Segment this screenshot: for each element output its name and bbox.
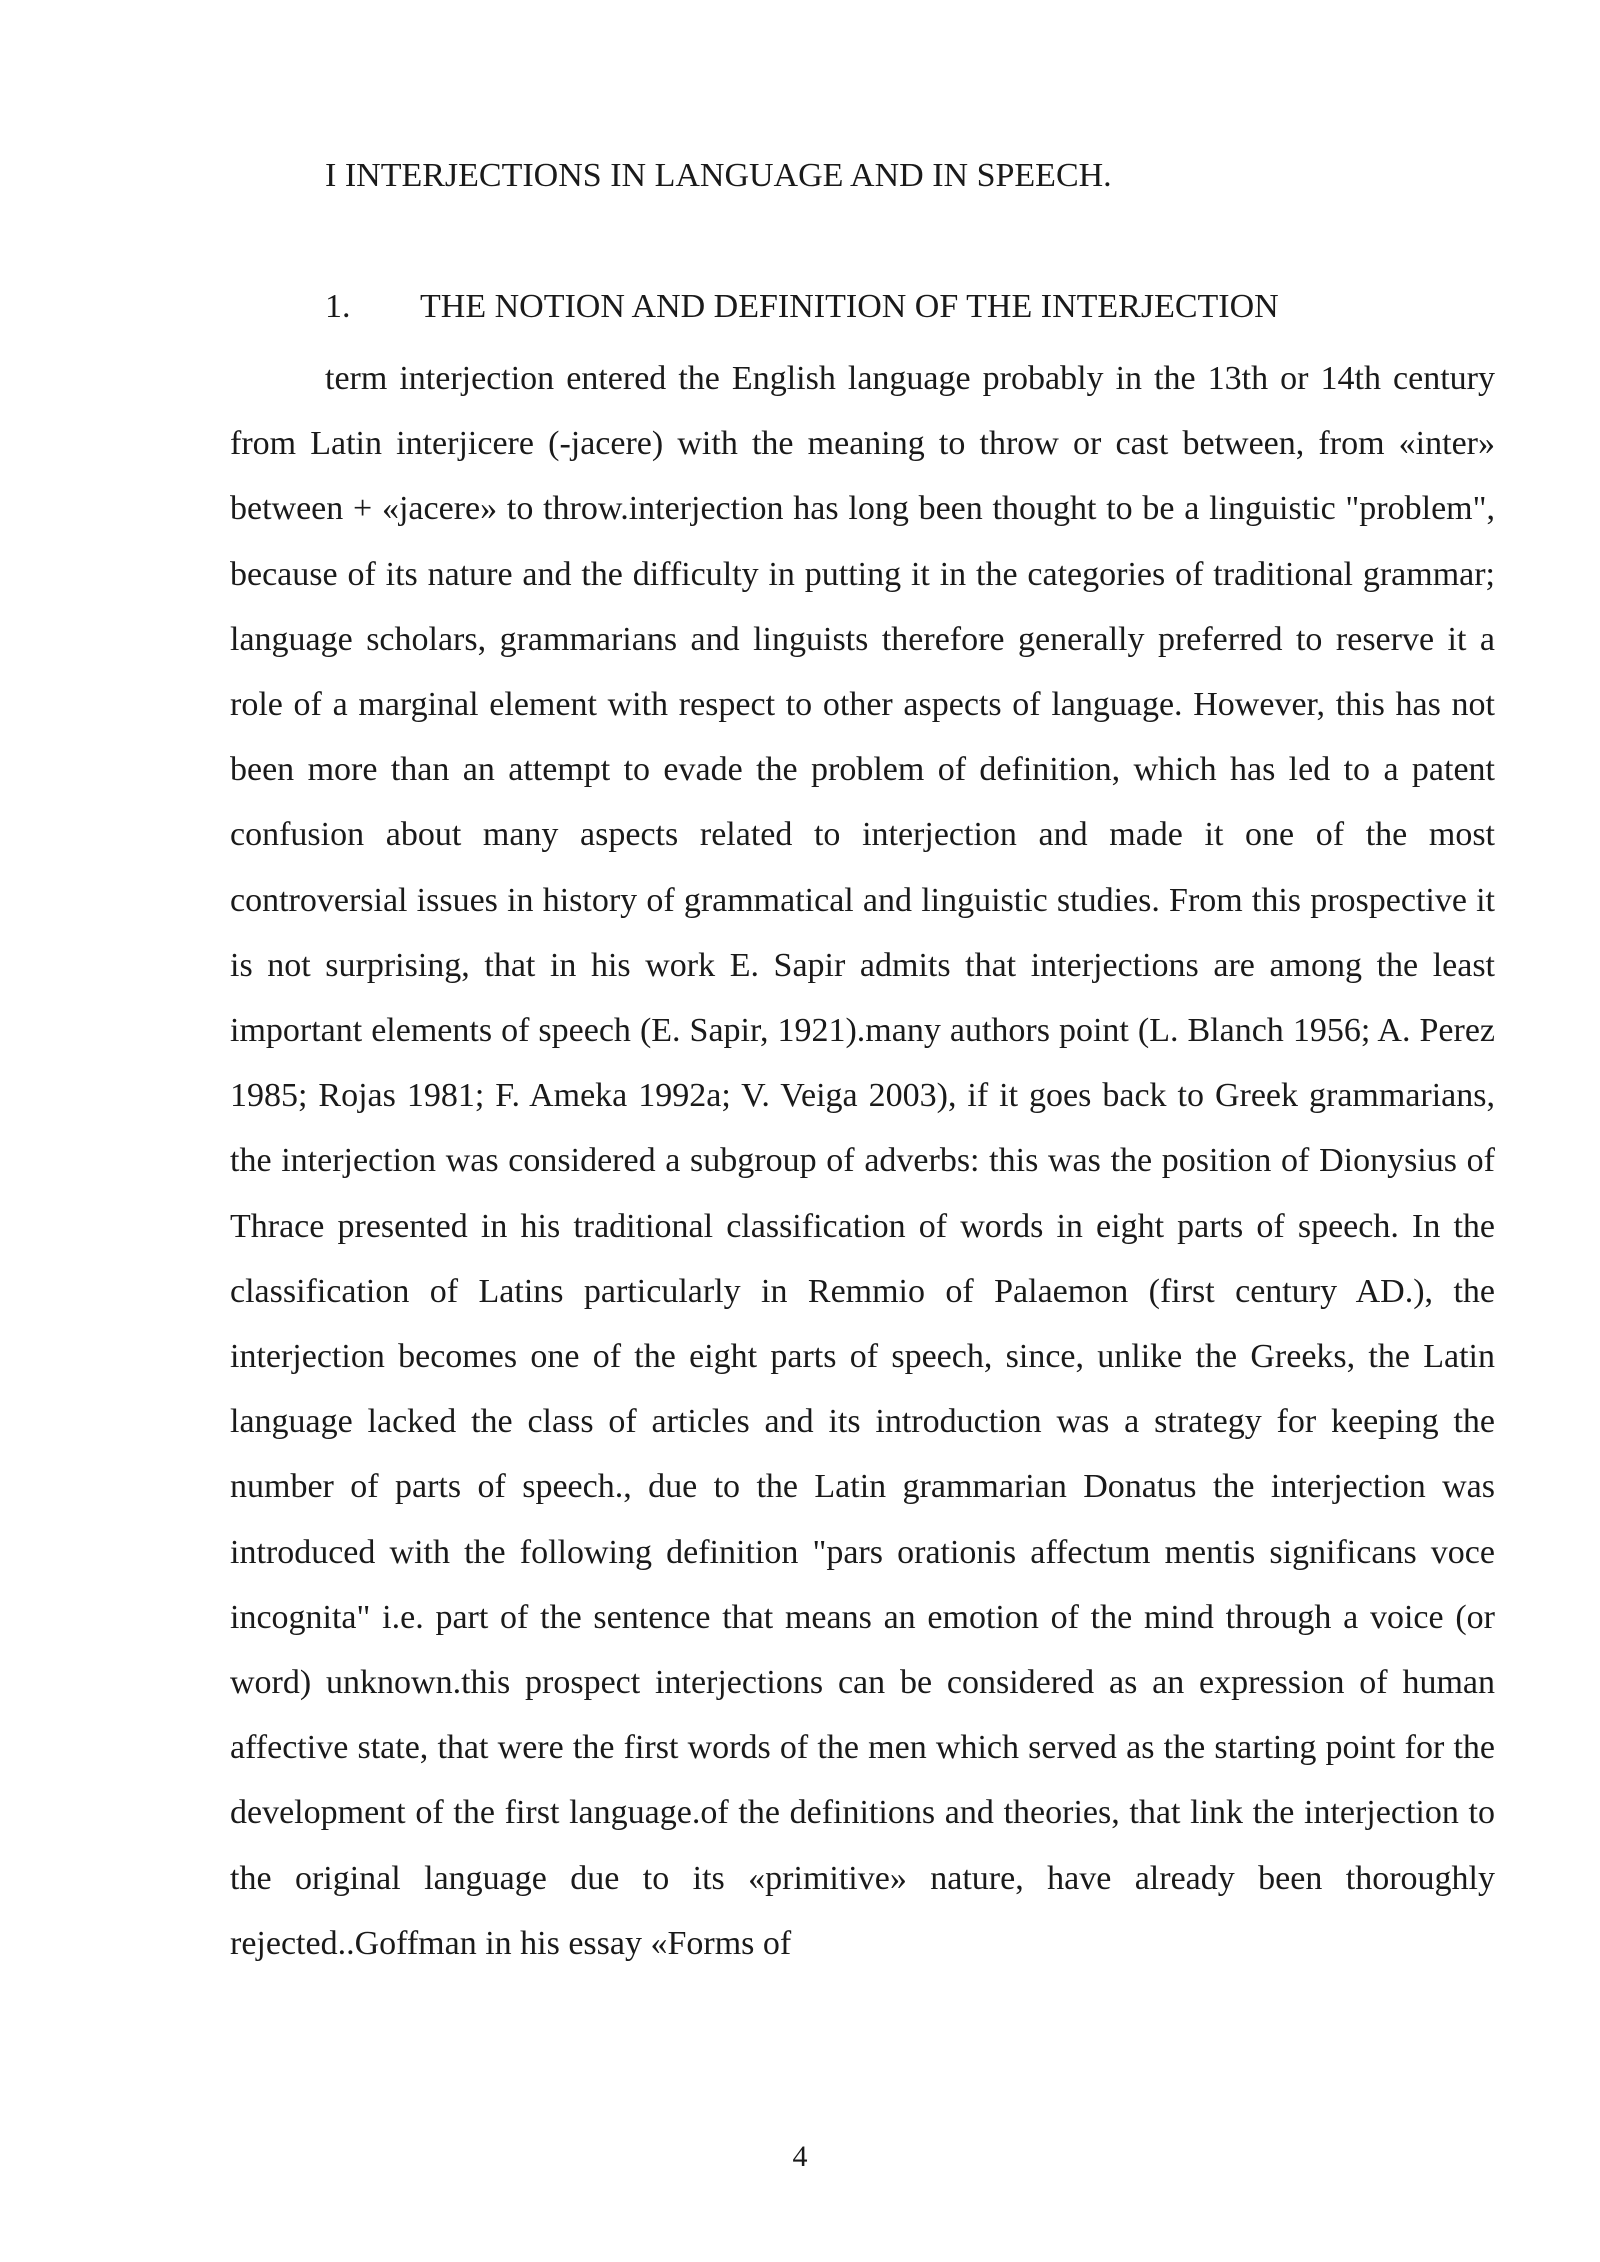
section-number: 1. — [325, 288, 351, 325]
page-number: 4 — [792, 2140, 808, 2173]
body-paragraph: term interjection entered the English language probably in the 13th or 14th century from Latin interjicere (-jacere) with the meaning to throw or cast between, from «inter» between + «jacere» to throw.interjection has long been thought to be a linguistic "problem", because of its nature and the difficulty in putting it in the categories of traditional grammar; language scholars, grammarians and linguists therefore generally preferred to reserve it a role of a marginal element with respect to other aspects of language. However, this has not been more than an attempt to evade the problem of definition, which has led to a patent confusion about many aspects related to interjection and made it one of the most controversial issues in history of grammatical and linguistic studies. From this prospective it is not surprising, that in his work E. Sapir admits that interjections are among the least important elements of speech (E. Sapir, 1921).many authors point (L. Blanch 1956; A. Perez 1985; Rojas 1981; F. Ameka 1992a; V. Veiga 2003), if it goes back to Greek grammarians, the interjection was considered a subgroup of adverbs: this was the position of Dionysius of Thrace presented in his traditional classification of words in eight parts of speech. In the classification of Latins particularly in Remmio of Palaemon (first century AD.), the interjection becomes one of the eight parts of speech, since, unlike the Greeks, the Latin language lacked the class of articles and its introduction was a strategy for keeping the number of parts of speech., due to the Latin grammarian Donatus the interjection was introduced with the following definition "pars orationis affectum mentis significans voce incognita" i.e. part of the sentence that means an emotion of the mind through a voice (or word) unknown.this prospect interjections can be considered as an expression of human affective state, that were the first words of the men which served as the starting point for the development of the first language.of the definitions and theories, that link the interjection to the original language due to its «primitive» nature, have already been thoroughly rejected..Goffman in his essay «Forms of — [230, 360, 1495, 1962]
section-title: THE NOTION AND DEFINITION OF THE INTERJECTION — [420, 288, 1279, 325]
chapter-title: I INTERJECTIONS IN LANGUAGE AND IN SPEECH. — [325, 157, 1112, 194]
section-heading — [325, 283, 1279, 331]
